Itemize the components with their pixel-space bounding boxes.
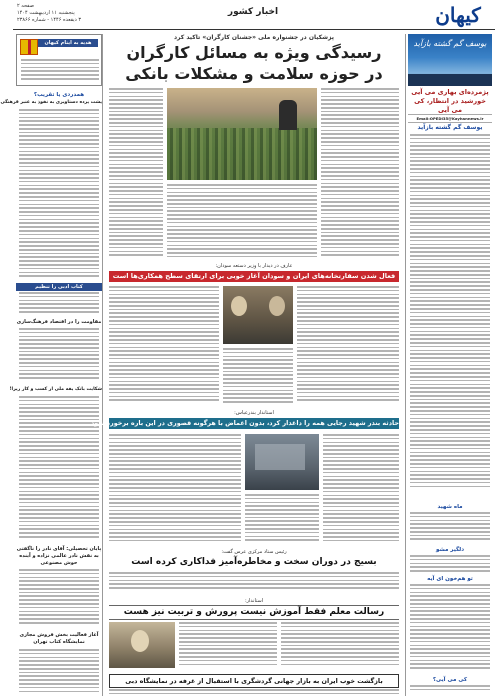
- ad-body: [21, 59, 99, 83]
- column-body-4: [410, 584, 490, 676]
- story-1-photo: [223, 286, 293, 344]
- left-body-6: [19, 649, 99, 695]
- lead-body-left: [109, 88, 163, 260]
- ad-title: هدیه به ایتام کیهان: [38, 39, 98, 47]
- subhead-4: کی می آیی؟: [432, 677, 468, 683]
- q-title: همدردی یا تقریب؟: [33, 92, 85, 98]
- box-2-title: کتاب ادبی را تنظیم: [16, 283, 102, 291]
- story-5-body: [109, 689, 399, 697]
- masthead: [13, 0, 495, 30]
- column-title: یوسف گم گشته بازآید: [417, 124, 483, 131]
- section-title: اخبار کشور: [227, 7, 279, 17]
- logo-text: کیهان: [435, 3, 481, 27]
- story-2-body-center: [245, 494, 319, 546]
- column-body-1: [410, 134, 490, 494]
- column-body-5: [410, 685, 490, 695]
- left-column: [0, 34, 103, 696]
- story-2-photo: [245, 434, 319, 490]
- gift-icon: [20, 39, 38, 55]
- story-1-title: فعال شدن سفارتخانه‌های ایران و سودان آغاز خوبی برای ارتقای سطح همکاری‌ها است: [109, 271, 399, 282]
- story-1-body-right: [297, 286, 399, 406]
- subhead-2: دلگیر مشو: [435, 547, 465, 553]
- box-4-title: شکایت بانک یقه ملی از کسب و کار زیرا!: [9, 387, 102, 392]
- bottom-story-1-title: پایان تحصیلی: آقای نادر را ناگفتی به نقش نادر عالمی نزاده و آینده حوش مصنوعی: [16, 546, 102, 566]
- story-1-body-left: [109, 286, 219, 406]
- subhead-1: ماه شهید: [437, 504, 463, 510]
- left-body-5: [19, 569, 99, 629]
- left-body-2: [19, 292, 99, 316]
- promo-title: یوسف گم گشته بازآید: [413, 39, 487, 48]
- lead-kicker: پزشکیان در جشنواره ملی «جشنان کارگران» تاکید کرد: [173, 34, 335, 41]
- story-5-title: بازگشت خوب ایران به بازار جهانی گردشگری با استقبال از غرفه در نمایشگاه دبی: [109, 674, 399, 688]
- promo-image: [408, 34, 492, 86]
- story-2-body-right: [323, 434, 399, 546]
- box-3-title: مقاومت را در اقتصاد فرهنگ‌سازی: [16, 319, 102, 325]
- story-4-body-right: [281, 622, 399, 670]
- lead-photo: [167, 88, 317, 180]
- left-body-1: [19, 109, 99, 281]
- story-2-kicker: استاندار بندرعباس:: [234, 410, 274, 416]
- q-subtitle: پشت پرده دستاویزی به نقوذ به عنبر فرهنگی: [0, 100, 102, 105]
- page-number: صفحه ۲: [17, 3, 34, 9]
- bottom-story-2-title: آغاز فعالیت بخش فروش مجازی نمایشگاه کتاب تهران: [19, 632, 99, 645]
- story-1-kicker: عارف در دیدار با وزیر دستعه سودان:: [215, 263, 293, 269]
- story-2-body-left: [109, 434, 241, 546]
- story-4-kicker: استاندار:: [244, 598, 264, 604]
- lead-title-line-2: در حوزه سلامت و مشکلات بانکی: [125, 64, 383, 83]
- story-1-body-center: [223, 348, 293, 406]
- lead-title-line-1: رسیدگی ویژه به مسائل کارگران: [126, 43, 382, 62]
- left-body-4: [19, 396, 99, 544]
- right-column: [405, 34, 493, 696]
- column-body-3: [410, 555, 490, 575]
- story-2-title: حادثه بندر شهید رجایی همه را داغدار کرد، بدون اغماض با هرگونه قصوری در این باره برخورد شود: [90, 419, 399, 427]
- story-3-body: [109, 572, 399, 594]
- email-line: Email:OPEDI35@Kayhannews.ir: [408, 114, 492, 123]
- promo-caption: پژمرده‌ای بهاری می آیی خورشید در انتظار، کی می آیی: [411, 88, 489, 114]
- lead-body-right: [321, 88, 399, 260]
- column-body-2: [410, 512, 490, 544]
- left-body-3: [19, 328, 99, 384]
- story-4-body-center: [179, 622, 277, 670]
- story-4-title: رسالت معلم فقط آموزش نیست پرورش و تربیت نیز هست: [109, 605, 399, 620]
- story-3-kicker: رئیس ستاد مرکزی عرس گفت:: [221, 549, 287, 555]
- issue-line: ۳ ذیقعده ۱۴۴۶ - شماره ۲۳۸۶۶: [17, 17, 82, 23]
- ad-box: [16, 34, 102, 86]
- lead-body-center: [167, 184, 317, 260]
- story-4-photo: [109, 622, 175, 668]
- date-line: پنجشنبه ۱۱ اردیبهشت ۱۴۰۴: [17, 10, 75, 16]
- story-3-title: بسیج در دوران سخت و مخاطره‌آمیز فداکاری کرده است: [131, 557, 377, 567]
- newspaper-logo: [429, 2, 487, 28]
- subhead-3: تو هم‌خون ای آیه: [427, 576, 473, 582]
